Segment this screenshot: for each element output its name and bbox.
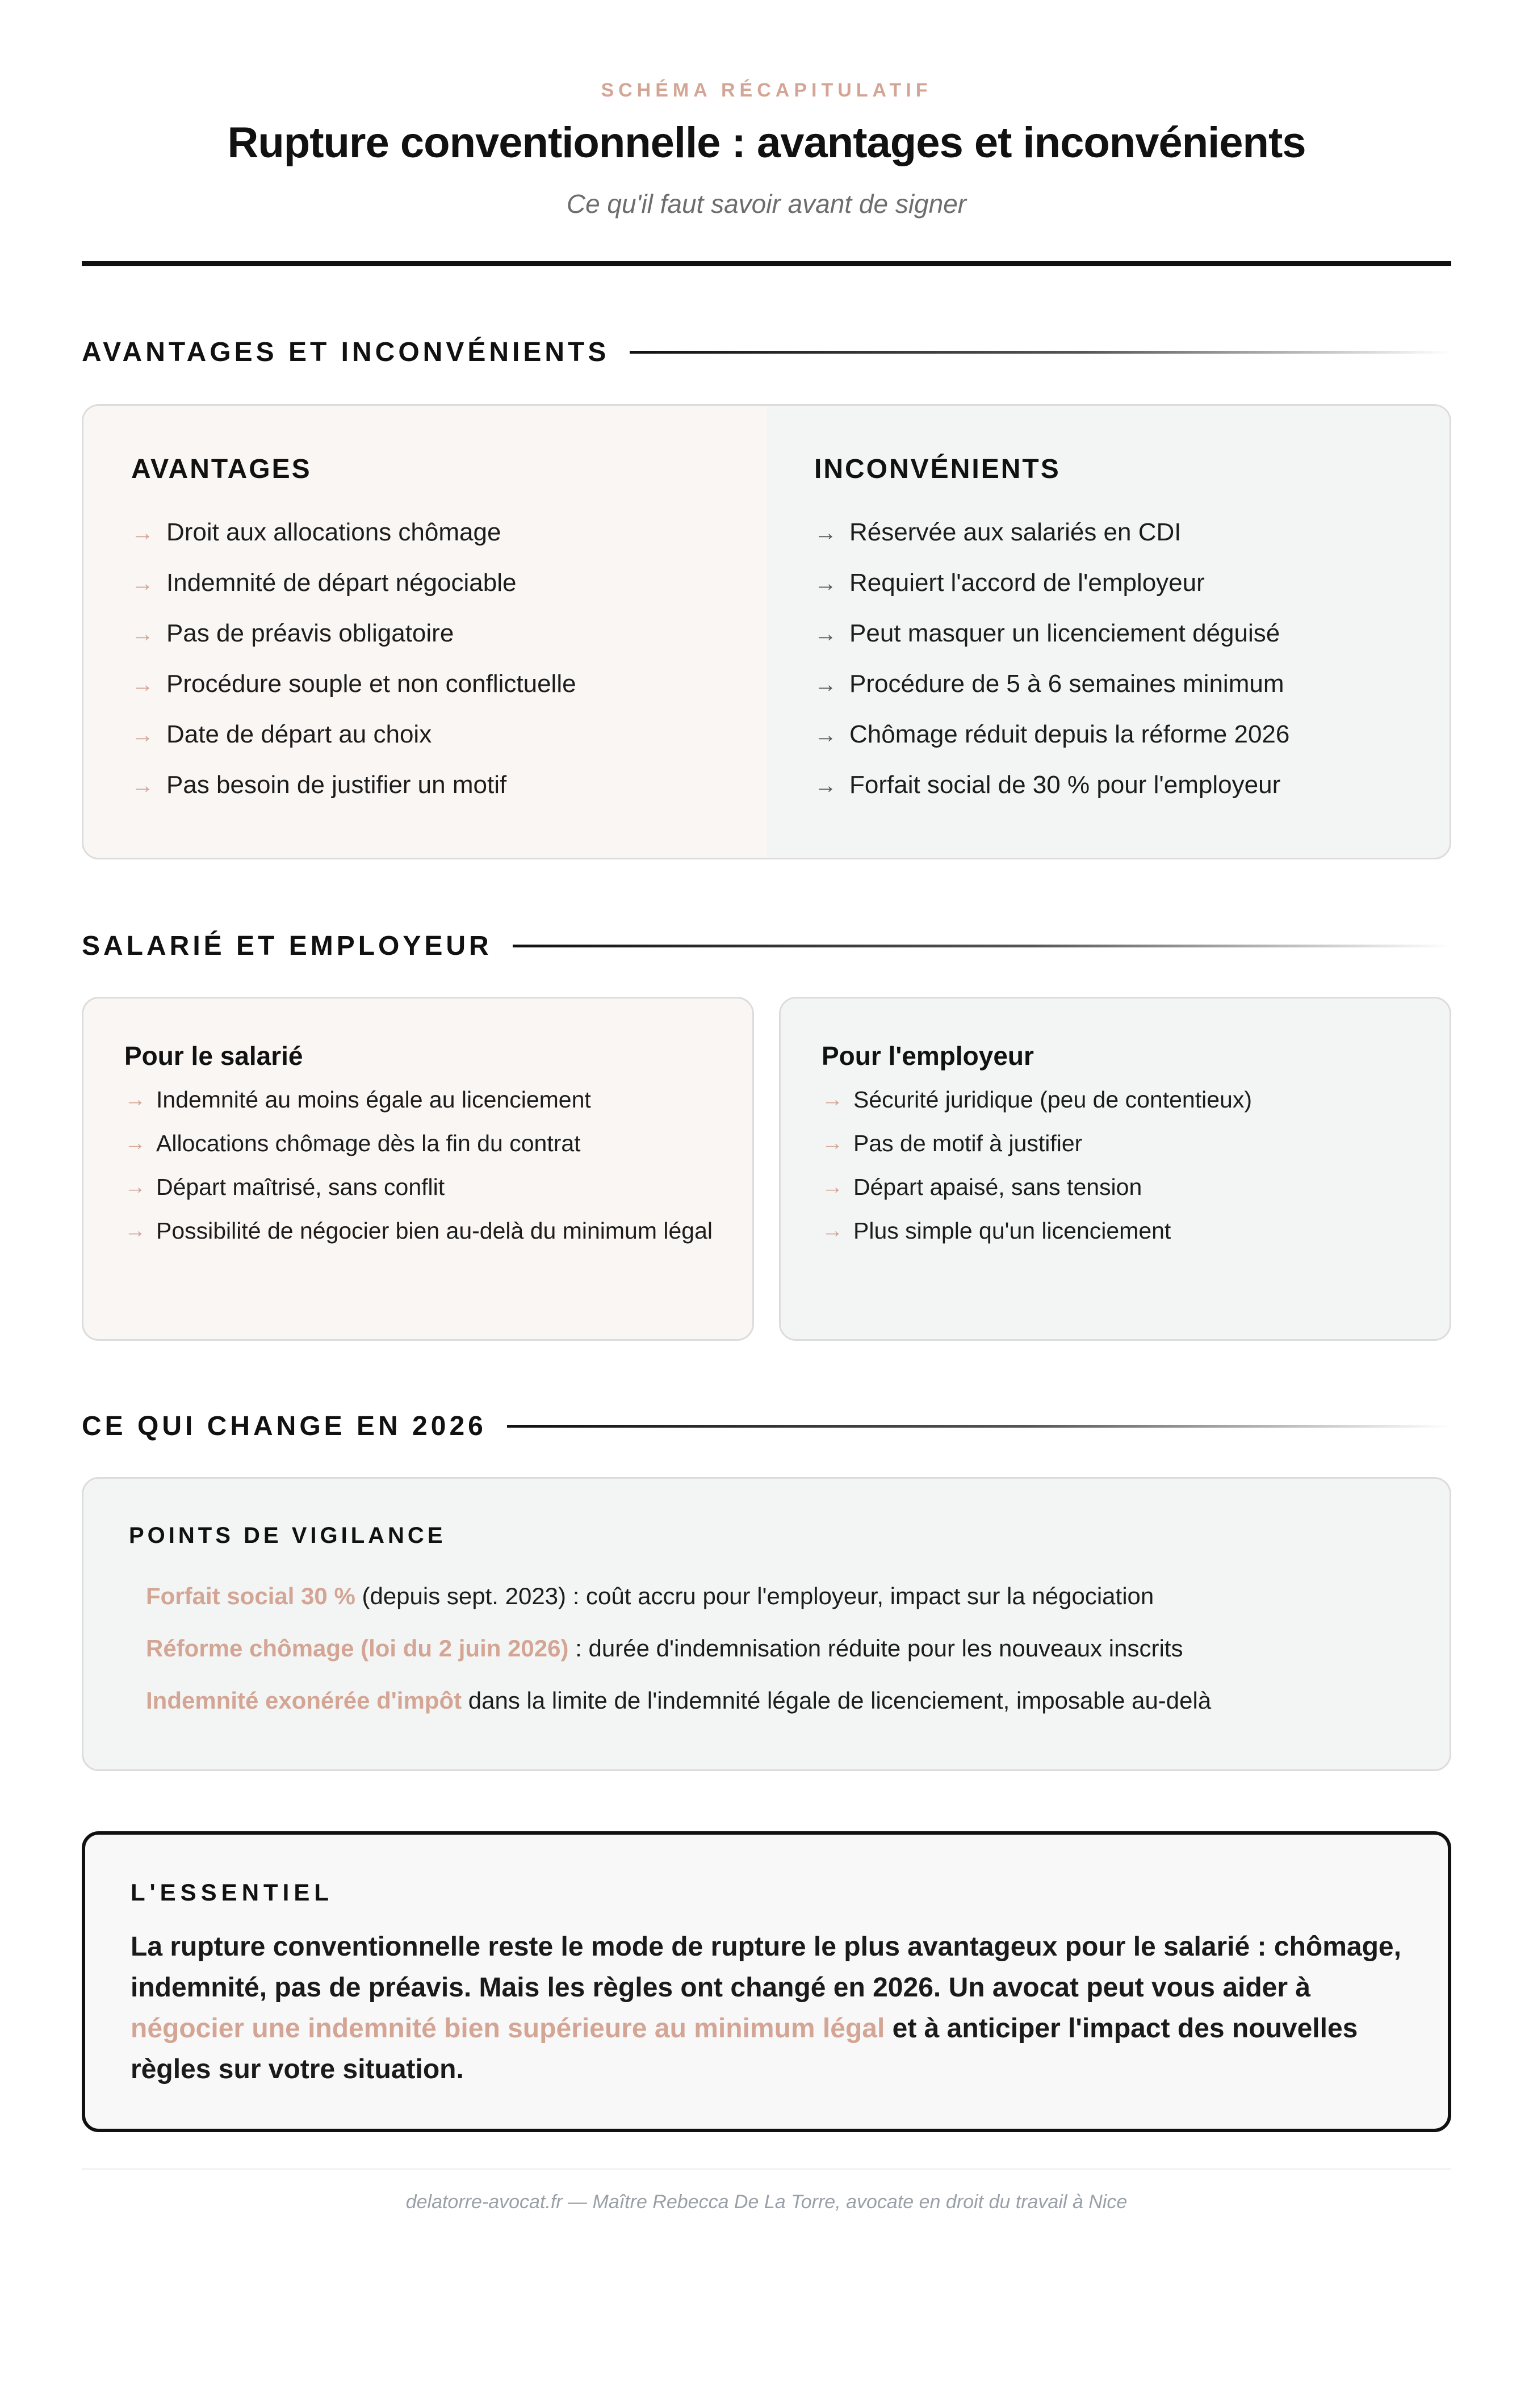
list-item: → Plus simple qu'un licenciement xyxy=(822,1215,1415,1247)
arrow-right-icon: → xyxy=(131,723,154,748)
list-item: → Départ apaisé, sans tension xyxy=(822,1171,1415,1203)
advantages-title: AVANTAGES xyxy=(131,454,312,484)
section-heading-2026 xyxy=(82,1409,1451,1443)
vigilance-highlight: Forfait social 30 % xyxy=(146,1583,355,1609)
section-heading-label: SALARIÉ ET EMPLOYEUR xyxy=(82,930,492,961)
arrow-right-icon: → xyxy=(131,521,154,546)
page-subtitle: Ce qu'il faut savoir avant de signer xyxy=(566,189,967,219)
vigilance-text: : durée d'indemnisation réduite pour les nouveaux inscrits xyxy=(568,1635,1183,1662)
vigilance-card xyxy=(82,1477,1451,1771)
list-item: → Date de départ au choix xyxy=(131,710,767,760)
vigilance-row xyxy=(129,1570,1450,1622)
vigilance-row xyxy=(129,1622,1450,1675)
arrow-right-icon: → xyxy=(822,1131,843,1155)
arrow-right-icon: → xyxy=(124,1219,146,1243)
eyebrow-label: SCHÉMA RÉCAPITULATIF xyxy=(601,79,932,101)
list-item: → Indemnité de départ négociable xyxy=(131,558,767,609)
arrow-right-icon: → xyxy=(822,1219,843,1243)
list-item: → Pas de préavis obligatoire xyxy=(131,609,767,659)
list-item: → Pas de motif à justifier xyxy=(822,1127,1415,1160)
employee-card xyxy=(82,997,754,1341)
arrow-right-icon: → xyxy=(131,773,154,798)
vigilance-title: POINTS DE VIGILANCE xyxy=(129,1523,446,1548)
vigilance-text: (depuis sept. 2023) : coût accru pour l'employeur, impact sur la négociation xyxy=(355,1583,1154,1609)
arrow-right-icon: → xyxy=(131,622,154,647)
arrow-right-icon: → xyxy=(124,1175,146,1199)
vigilance-highlight: Indemnité exonérée d'impôt xyxy=(146,1687,462,1714)
arrow-right-icon: → xyxy=(814,521,837,546)
essentiel-card xyxy=(82,1831,1451,2132)
vigilance-row xyxy=(129,1675,1450,1727)
arrow-right-icon: → xyxy=(822,1175,843,1199)
employer-list xyxy=(822,1084,1415,1247)
disadvantages-title: INCONVÉNIENTS xyxy=(814,454,1061,484)
list-item: → Pas besoin de justifier un motif xyxy=(131,760,767,811)
arrow-right-icon: → xyxy=(822,1088,843,1111)
list-item: → Possibilité de négocier bien au-delà du minimum légal xyxy=(124,1215,718,1247)
employer-card-title: Pour l'employeur xyxy=(822,1041,1034,1071)
header-divider xyxy=(82,261,1451,266)
list-item: → Requiert l'accord de l'employeur xyxy=(814,558,1450,609)
section-heading-line xyxy=(630,351,1451,354)
advantages-column xyxy=(83,406,767,858)
list-item: → Chômage réduit depuis la réforme 2026 xyxy=(814,710,1450,760)
section-heading-line xyxy=(513,945,1451,947)
disadvantages-list xyxy=(814,507,1450,811)
section-heading-label: CE QUI CHANGE EN 2026 xyxy=(82,1411,487,1441)
list-item: → Forfait social de 30 % pour l'employeur xyxy=(814,760,1450,811)
essentiel-highlight: négocier une indemnité bien supérieure au minimum légal xyxy=(131,2013,885,2044)
essentiel-text: La rupture conventionnelle reste le mode de rupture le plus avantageux pour le salarié : chômage, indemnité, pas de préavis. Mais les règles ont changé en 2026. Un avocat peut vous aider à négocier une indemnité bien supérieure au minimum légal et à anticiper l'impact des nouvelles règles sur votre situation. xyxy=(131,1932,1401,2084)
arrow-right-icon: → xyxy=(814,723,837,748)
arrow-right-icon: → xyxy=(814,622,837,647)
vigilance-highlight: Réforme chômage (loi du 2 juin 2026) xyxy=(146,1635,569,1662)
vigilance-text: dans la limite de l'indemnité légale de licenciement, imposable au-delà xyxy=(462,1687,1212,1714)
disadvantages-column xyxy=(767,406,1450,858)
pros-cons-card xyxy=(82,404,1451,859)
arrow-right-icon: → xyxy=(814,773,837,798)
arrow-right-icon: → xyxy=(814,571,837,596)
section-heading-avantages-inconvenients xyxy=(82,335,1451,369)
arrow-right-icon: → xyxy=(124,1131,146,1155)
list-item: → Procédure souple et non conflictuelle xyxy=(131,659,767,710)
section-heading-label: AVANTAGES ET INCONVÉNIENTS xyxy=(82,337,610,367)
employer-card xyxy=(779,997,1451,1341)
footer-divider xyxy=(82,2168,1451,2170)
arrow-right-icon: → xyxy=(131,571,154,596)
list-item: → Peut masquer un licenciement déguisé xyxy=(814,609,1450,659)
advantages-list xyxy=(131,507,767,811)
list-item: → Départ maîtrisé, sans conflit xyxy=(124,1171,718,1203)
arrow-right-icon: → xyxy=(814,672,837,697)
section-heading-salarie-employeur xyxy=(82,929,1451,963)
list-item: → Procédure de 5 à 6 semaines minimum xyxy=(814,659,1450,710)
list-item: → Allocations chômage dès la fin du contrat xyxy=(124,1127,718,1160)
essentiel-title: L'ESSENTIEL xyxy=(131,1879,334,1906)
footer-credit: delatorre-avocat.fr — Maître Rebecca De La Torre, avocate en droit du travail à Nice xyxy=(405,2191,1128,2213)
list-item: → Droit aux allocations chômage xyxy=(131,507,767,558)
list-item: → Sécurité juridique (peu de contentieux) xyxy=(822,1084,1415,1116)
arrow-right-icon: → xyxy=(131,672,154,697)
arrow-right-icon: → xyxy=(124,1088,146,1111)
list-item: → Indemnité au moins égale au licenciement xyxy=(124,1084,718,1116)
employee-list xyxy=(124,1084,718,1247)
list-item: → Réservée aux salariés en CDI xyxy=(814,507,1450,558)
employee-card-title: Pour le salarié xyxy=(124,1041,303,1071)
section-heading-line xyxy=(507,1425,1451,1428)
page-title: Rupture conventionnelle : avantages et inconvénients xyxy=(227,119,1306,167)
